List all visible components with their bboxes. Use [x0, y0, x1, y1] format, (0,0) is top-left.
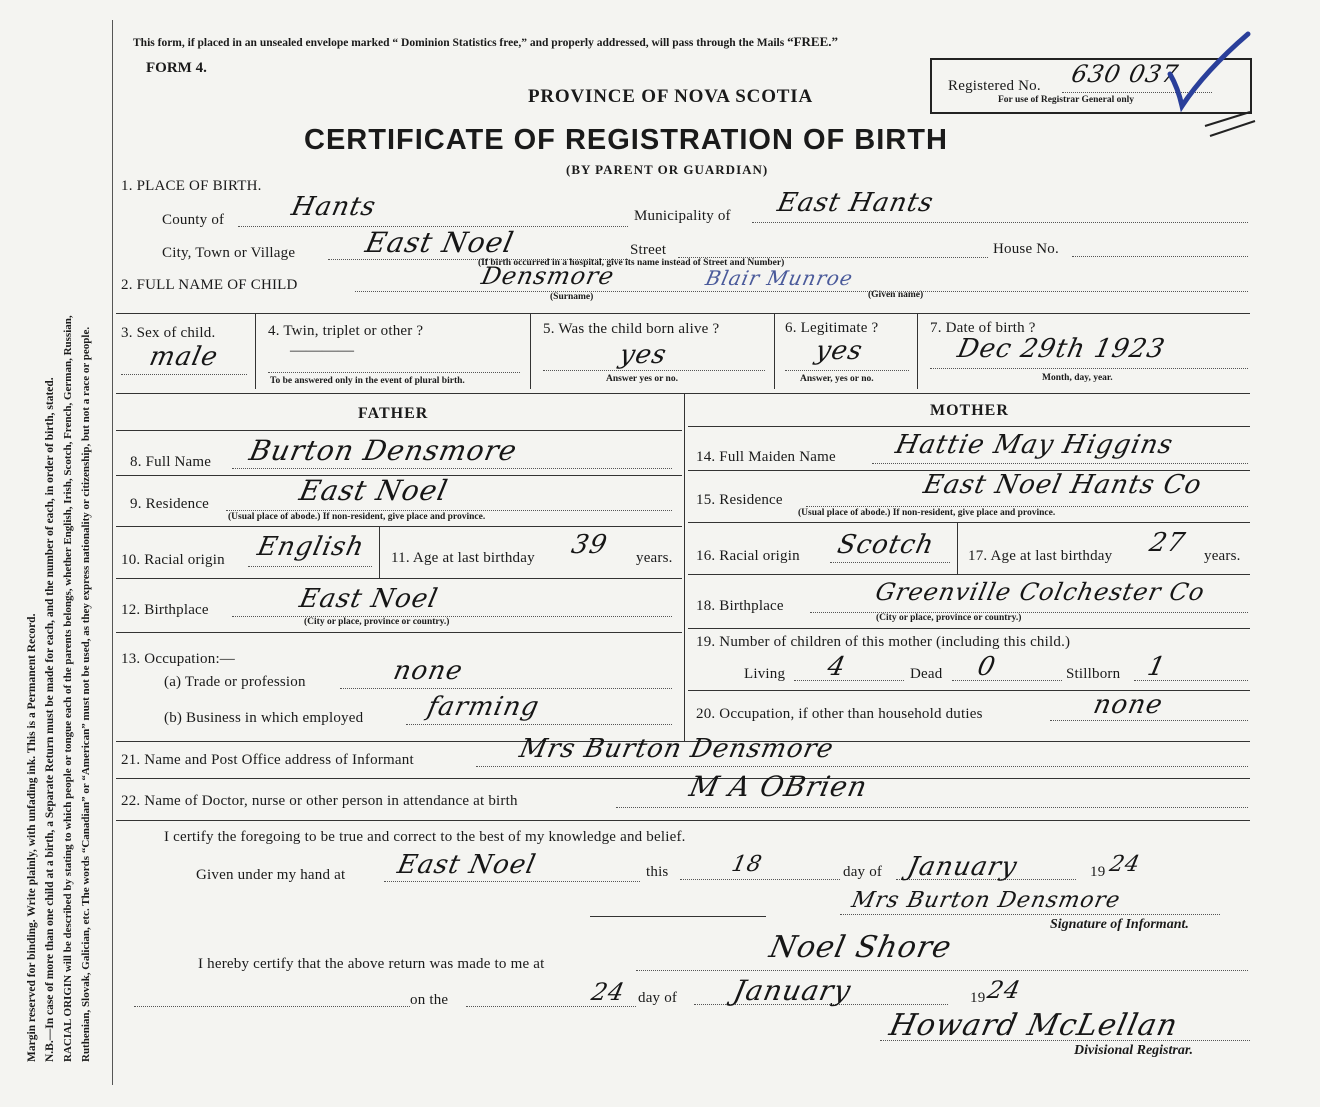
father-business-label: (b) Business in which employed — [164, 710, 364, 726]
father-birthplace: East Noel — [296, 584, 441, 614]
registration-year: 24 — [985, 976, 1024, 1004]
city-label: City, Town or Village — [162, 245, 296, 261]
registrar-place: Noel Shore — [766, 930, 955, 965]
alive-note: Answer yes or no. — [606, 374, 678, 384]
father-birthplace-label: 12. Birthplace — [121, 602, 209, 618]
county-value: Hants — [288, 192, 379, 222]
father-age-label: 11. Age at last birthday — [391, 550, 535, 566]
margin-binding-note: Margin reserved for binding. Write plainly, with unfading ink. This is a Permanent Record. — [26, 613, 38, 1062]
child-given-name: Blair Munroe — [703, 266, 856, 290]
surname-caption: (Surname) — [550, 292, 594, 302]
mother-birthplace-note: (City or place, province or country.) — [876, 613, 1022, 623]
father-race: English — [254, 532, 368, 562]
given-caption: (Given name) — [868, 290, 924, 300]
informant-label: 21. Name and Post Office address of Informant — [121, 752, 414, 768]
margin-plural-note: N.B.—In case of more than one child at a birth, a Separate Return must be made for each, and the number of each, in order of birth, stated. — [44, 377, 56, 1062]
stillborn-label: Stillborn — [1066, 666, 1121, 682]
dob-label: 7. Date of birth ? — [930, 320, 1036, 336]
dob-value: Dec 29th 1923 — [954, 334, 1168, 364]
informant-value: Mrs Burton Densmore — [516, 734, 837, 764]
margin-rule — [112, 20, 113, 1085]
mother-heading: MOTHER — [930, 402, 1009, 419]
father-race-label: 10. Racial origin — [121, 552, 225, 568]
house-label: House No. — [993, 241, 1059, 257]
given-day-label: day of — [843, 864, 883, 880]
father-residence-label: 9. Residence — [130, 496, 210, 512]
father-trade-label: (a) Trade or profession — [164, 674, 306, 690]
sex-label: 3. Sex of child. — [121, 325, 216, 341]
county-label: County of — [162, 212, 225, 228]
check-mark-icon — [1160, 26, 1260, 146]
hospital-note: (If birth occurred in a hospital, give its name instead of Street and Number) — [478, 258, 785, 268]
registrar-signature-caption: Divisional Registrar. — [1074, 1043, 1194, 1058]
mother-residence-label: 15. Residence — [696, 492, 783, 508]
father-residence-note: (Usual place of abode.) If non-resident, give place and province. — [228, 512, 486, 522]
subtitle: (BY PARENT OR GUARDIAN) — [566, 162, 769, 177]
street-label: Street — [630, 242, 667, 258]
father-trade: none — [390, 656, 466, 686]
mother-race-label: 16. Racial origin — [696, 548, 800, 564]
margin-racial-note-1: RACIAL ORIGIN will be described by stating to which people or tongue each of the parents belongs, whether English, Irish, Scotch, French, German, Russian, — [62, 315, 74, 1062]
living-label: Living — [744, 666, 786, 682]
given-under-label: Given under my hand at — [196, 867, 346, 883]
mother-age: 27 — [1146, 528, 1189, 558]
this-label: this — [646, 864, 669, 880]
dead-label: Dead — [910, 666, 943, 682]
mother-name: Hattie May Higgins — [892, 430, 1176, 460]
page-title: CERTIFICATE OF REGISTRATION OF BIRTH — [304, 124, 948, 156]
father-birthplace-note: (City or place, province or country.) — [304, 617, 450, 627]
mother-race: Scotch — [834, 530, 937, 560]
registration-day: 24 — [589, 978, 628, 1006]
mother-birthplace: Greenville Colchester Co — [873, 578, 1208, 606]
alive-value: yes — [616, 340, 670, 370]
living-value: 4 — [824, 652, 849, 682]
father-age: 39 — [568, 530, 611, 560]
registered-value: 630 037 — [1069, 60, 1182, 88]
registrar-note: For use of Registrar General only — [998, 95, 1135, 105]
given-year-prefix: 19 — [1090, 864, 1106, 880]
given-place: East Noel — [394, 850, 539, 880]
place-heading: 1. PLACE OF BIRTH. — [121, 178, 262, 194]
informant-signature: Mrs Burton Densmore — [849, 888, 1123, 913]
father-business: farming — [424, 692, 543, 722]
father-occupation-label: 13. Occupation:— — [121, 651, 236, 667]
doctor-label: 22. Name of Doctor, nurse or other person in attendance at birth — [121, 793, 518, 809]
sex-value: male — [146, 342, 222, 372]
father-name-label: 8. Full Name — [130, 454, 212, 470]
legit-label: 6. Legitimate ? — [785, 320, 879, 336]
mother-residence-note: (Usual place of abode.) If non-resident, give place and province. — [798, 508, 1056, 518]
registrar-signature: Howard McLellan — [886, 1008, 1182, 1043]
mother-age-label: 17. Age at last birthday — [968, 548, 1113, 564]
legit-note: Answer, yes or no. — [800, 374, 874, 384]
father-residence: East Noel — [296, 474, 452, 507]
certify-statement: I certify the foregoing to be true and correct to the best of my knowledge and belief. — [164, 829, 686, 845]
margin-racial-note-2: Ruthenian, Slovak, Galician, etc. The words “Canadian” or “American” must not be used, as they express nationality or citizenship, but not a race or people. — [80, 326, 92, 1062]
registration-month: January — [730, 974, 855, 1007]
given-month: January — [904, 852, 1021, 882]
mail-notice: This form, if placed in an unsealed envelope marked “ Dominion Statistics free,” and properly addressed, will pass through the Mails “FREE.” — [133, 34, 838, 49]
province-heading: PROVINCE OF NOVA SCOTIA — [528, 86, 813, 107]
mother-age-unit: years. — [1204, 548, 1241, 564]
on-the-label: on the — [410, 992, 449, 1008]
registered-label: Registered No. — [948, 78, 1041, 94]
dead-value: 0 — [974, 652, 999, 682]
child-name-label: 2. FULL NAME OF CHILD — [121, 277, 298, 293]
mother-occupation-label: 20. Occupation, if other than household duties — [696, 706, 983, 722]
child-surname: Densmore — [479, 262, 618, 290]
form-number: FORM 4. — [146, 60, 207, 76]
mother-birthplace-label: 18. Birthplace — [696, 598, 784, 614]
doctor-value: M A OBrien — [686, 770, 871, 803]
given-year: 24 — [1107, 852, 1143, 877]
informant-signature-caption: Signature of Informant. — [1050, 917, 1189, 932]
mother-name-label: 14. Full Maiden Name — [696, 449, 836, 465]
alive-label: 5. Was the child born alive ? — [543, 321, 720, 337]
city-value: East Noel — [362, 226, 518, 259]
registration-day-label: day of — [638, 990, 678, 1006]
municipality-label: Municipality of — [634, 208, 731, 224]
municipality-value: East Hants — [774, 188, 937, 218]
registration-year-prefix: 19 — [970, 990, 986, 1006]
mother-occupation: none — [1090, 690, 1166, 720]
legit-value: yes — [812, 336, 866, 366]
twin-value: ———— — [290, 342, 354, 359]
father-heading: FATHER — [358, 405, 429, 422]
stillborn-value: 1 — [1144, 652, 1169, 682]
dob-note: Month, day, year. — [1042, 373, 1113, 383]
twin-note: To be answered only in the event of plural birth. — [270, 376, 465, 386]
mother-residence: East Noel Hants Co — [920, 470, 1205, 500]
father-age-unit: years. — [636, 550, 673, 566]
father-name: Burton Densmore — [246, 434, 521, 467]
given-day: 18 — [729, 852, 765, 877]
registrar-statement: I hereby certify that the above return was made to me at — [198, 956, 545, 972]
twin-label: 4. Twin, triplet or other ? — [268, 323, 424, 339]
mother-children-label: 19. Number of children of this mother (including this child.) — [696, 634, 1071, 650]
